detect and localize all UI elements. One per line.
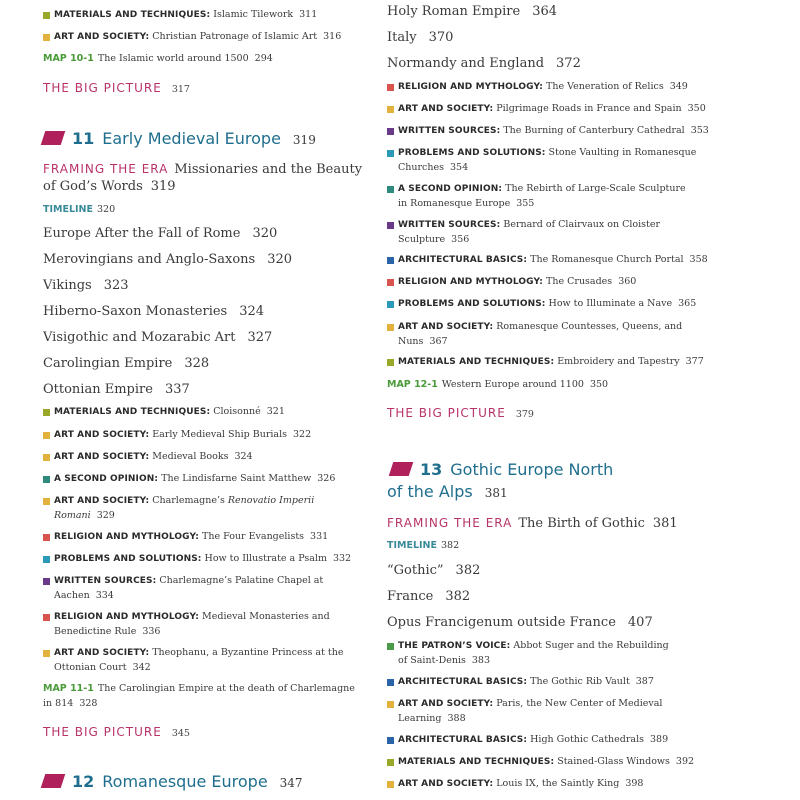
page-number: 381: [652, 516, 678, 531]
box-title: The Veneration of Relics: [546, 81, 664, 92]
box-category: A SECOND OPINION:: [54, 474, 159, 484]
page-number: 320: [97, 204, 116, 215]
page-number: 355: [516, 197, 535, 209]
box-category: WRITTEN SOURCES:: [54, 576, 157, 586]
toc-framing-era[interactable]: [43, 161, 373, 195]
box-category: PROBLEMS AND SOLUTIONS:: [398, 299, 546, 309]
box-title: The Gothic Rib Vault: [530, 676, 630, 687]
box-title-line2: Ottonian Court: [54, 661, 127, 673]
box-category: RELIGION AND MYTHOLOGY:: [398, 277, 543, 287]
box-title: Louis IX, the Saintly King: [496, 778, 620, 789]
box-title: Romanesque Countesses, Queens, and: [496, 321, 683, 332]
page-number: 320: [267, 252, 293, 267]
page-number: 322: [293, 429, 312, 440]
toc-box-entry[interactable]: [43, 574, 384, 603]
page-number: 311: [299, 9, 318, 20]
box-title-line2: Churches: [398, 161, 444, 173]
category-square-icon: [387, 128, 394, 135]
toc-box-entry[interactable]: [43, 8, 384, 23]
category-square-icon: [387, 701, 394, 708]
category-square-icon: [387, 679, 394, 686]
page-number: 382: [445, 589, 471, 604]
box-category: PROBLEMS AND SOLUTIONS:: [54, 554, 202, 564]
toc-big-picture[interactable]: [387, 405, 717, 423]
category-square-icon: [387, 759, 394, 766]
toc-section[interactable]: [387, 589, 717, 605]
page-number: 337: [164, 382, 190, 397]
box-title: Christian Patronage of Islamic Art: [152, 31, 318, 42]
page-number: 319: [150, 179, 176, 194]
page-number: 387: [635, 676, 654, 687]
page-number: 329: [96, 509, 115, 521]
framing-title: The Birth of Gothic: [518, 516, 645, 531]
box-title: The Crusades: [546, 276, 613, 287]
category-square-icon: [43, 12, 50, 19]
page-number: 328: [184, 356, 210, 371]
page-number: 350: [589, 379, 609, 390]
box-title: Charlemagne’s Palatine Chapel at: [159, 575, 324, 586]
toc-section[interactable]: [43, 330, 373, 346]
page-number: 336: [142, 625, 161, 637]
page-number: 364: [532, 4, 558, 19]
toc-box-entry[interactable]: [43, 610, 384, 639]
big-picture-label: THE BIG PICTURE: [43, 81, 162, 95]
page-number: 372: [556, 56, 581, 71]
box-category: ART AND SOCIETY:: [398, 322, 494, 332]
page-number: 294: [254, 53, 273, 64]
map-title-line2: in 814: [43, 697, 74, 709]
box-title-line2: in Romanesque Europe: [398, 197, 511, 209]
toc-box-entry[interactable]: [387, 639, 728, 668]
box-title: Cloisonné: [213, 406, 261, 417]
page-number: 327: [247, 330, 273, 345]
box-title: Medieval Books: [152, 451, 229, 462]
toc-box-entry[interactable]: [387, 777, 728, 792]
category-square-icon: [43, 454, 50, 461]
box-title-line2: Learning: [398, 712, 442, 724]
category-square-icon: [387, 324, 394, 331]
box-title: High Gothic Cathedrals: [530, 734, 644, 745]
box-category: ART AND SOCIETY:: [54, 496, 150, 506]
section-title: Merovingians and Anglo-Saxons: [43, 252, 256, 267]
box-category: ART AND SOCIETY:: [398, 779, 494, 789]
category-square-icon: [387, 150, 394, 157]
category-square-icon: [387, 106, 394, 113]
section-title: Opus Francigenum outside France: [387, 615, 616, 630]
box-category: MATERIALS AND TECHNIQUES:: [398, 757, 555, 767]
box-title-line2: Romani: [54, 509, 91, 521]
box-category: WRITTEN SOURCES:: [398, 220, 501, 230]
chapter-number: 11: [72, 129, 95, 148]
page-number: 316: [323, 31, 342, 42]
toc-box-entry[interactable]: [43, 494, 384, 523]
category-square-icon: [387, 279, 394, 286]
box-title: Medieval Monasteries and: [202, 611, 330, 622]
category-square-icon: [43, 432, 50, 439]
toc-framing-era[interactable]: [387, 515, 717, 532]
page-number: 382: [455, 563, 481, 578]
chapter-heading[interactable]: [39, 128, 369, 151]
page-number: 370: [428, 30, 454, 45]
toc-box-entry[interactable]: [43, 30, 384, 45]
page-number: 407: [627, 615, 653, 630]
toc-section[interactable]: [387, 4, 717, 20]
box-category: MATERIALS AND TECHNIQUES:: [398, 357, 555, 367]
toc-box-entry[interactable]: [387, 675, 728, 690]
framing-label: FRAMING THE ERA: [43, 162, 169, 176]
page-number: 342: [132, 661, 151, 673]
toc-box-entry[interactable]: [387, 146, 728, 175]
page-number: 358: [689, 254, 708, 265]
page-number: 388: [447, 712, 466, 724]
category-square-icon: [43, 34, 50, 41]
box-category: ARCHITECTURAL BASICS:: [398, 677, 528, 687]
chapter-flag-icon: [41, 131, 66, 145]
box-title: Embroidery and Tapestry: [557, 356, 680, 367]
page-number: 356: [451, 233, 470, 245]
page-number: 354: [449, 161, 469, 173]
box-title: Paris, the New Center of Medieval: [496, 698, 663, 709]
page-number: 347: [279, 776, 303, 790]
map-title: Western Europe around 1100: [441, 379, 584, 390]
page-number: 328: [79, 697, 98, 709]
section-title: Carolingian Empire: [43, 356, 173, 371]
toc-section[interactable]: [43, 382, 373, 398]
toc-box-entry[interactable]: [387, 355, 728, 370]
framing-title-line2: of God’s Words: [43, 179, 143, 194]
box-category: ART AND SOCIETY:: [398, 104, 494, 114]
category-square-icon: [43, 534, 50, 541]
section-title: Normandy and England: [387, 56, 545, 71]
toc-map-entry[interactable]: [387, 378, 717, 393]
category-square-icon: [43, 614, 50, 621]
section-title: Ottonian Empire: [43, 382, 153, 397]
box-category: RELIGION AND MYTHOLOGY:: [398, 82, 543, 92]
section-title: Visigothic and Mozarabic Art: [43, 330, 236, 345]
category-square-icon: [387, 301, 394, 308]
page-number: 321: [266, 406, 285, 417]
timeline-label: TIMELINE: [43, 204, 93, 215]
section-title: Italy: [387, 30, 417, 45]
box-category: THE PATRON’S VOICE:: [398, 641, 511, 651]
box-title: Islamic Tilework: [213, 9, 294, 20]
category-square-icon: [43, 409, 50, 416]
page-number: 381: [484, 486, 508, 500]
box-title-italic: Renovatio Imperii: [227, 495, 315, 506]
map-label: MAP 11-1: [43, 683, 94, 694]
page-number: 365: [678, 298, 697, 309]
toc-box-entry[interactable]: [387, 182, 728, 211]
box-category: ARCHITECTURAL BASICS:: [398, 735, 528, 745]
toc-map-entry[interactable]: [43, 52, 373, 67]
box-category: ART AND SOCIETY:: [54, 452, 150, 462]
page-number: 345: [171, 728, 190, 739]
big-picture-label: THE BIG PICTURE: [43, 725, 162, 739]
box-title: Stone Vaulting in Romanesque: [548, 147, 697, 158]
box-category: RELIGION AND MYTHOLOGY:: [54, 612, 199, 622]
page-number: 398: [625, 778, 644, 789]
toc-box-entry[interactable]: [387, 102, 728, 117]
box-title: The Romanesque Church Portal: [530, 254, 684, 265]
toc-section[interactable]: [387, 30, 717, 46]
toc-big-picture[interactable]: [43, 724, 373, 742]
box-title: Stained-Glass Windows: [557, 756, 670, 767]
box-category: A SECOND OPINION:: [398, 184, 503, 194]
box-title: How to Illuminate a Nave: [548, 298, 673, 309]
page-number: 320: [252, 226, 278, 241]
box-category: MATERIALS AND TECHNIQUES:: [54, 10, 211, 20]
toc-box-entry[interactable]: [43, 405, 384, 420]
chapter-title: Early Medieval Europe: [102, 129, 281, 148]
box-title: The Four Evangelists: [202, 531, 305, 542]
section-title: France: [387, 589, 434, 604]
framing-label: FRAMING THE ERA: [387, 516, 513, 530]
box-title: The Lindisfarne Saint Matthew: [161, 473, 312, 484]
toc-box-entry[interactable]: [43, 450, 384, 465]
page-number: 323: [103, 278, 129, 293]
toc-timeline[interactable]: [387, 539, 717, 553]
page-number: 377: [685, 356, 704, 367]
toc-section[interactable]: [43, 226, 373, 242]
category-square-icon: [387, 84, 394, 91]
big-picture-label: THE BIG PICTURE: [387, 406, 506, 420]
category-square-icon: [43, 476, 50, 483]
box-title: How to Illustrate a Psalm: [204, 553, 327, 564]
box-title-line2: Sculpture: [398, 233, 446, 245]
map-title: The Carolingian Empire at the death of Charlemagne: [97, 683, 355, 694]
toc-box-entry[interactable]: [387, 697, 728, 726]
page-number: 332: [332, 553, 352, 564]
page-number: 382: [441, 540, 460, 551]
section-title: “Gothic”: [387, 563, 444, 578]
chapter-heading[interactable]: [387, 459, 717, 504]
chapter-flag-icon: [389, 462, 414, 476]
page-number: 353: [690, 125, 709, 136]
section-title: Holy Roman Empire: [387, 4, 521, 19]
toc-box-entry[interactable]: [387, 124, 728, 139]
chapter-title-line2: of the Alps: [387, 482, 473, 501]
toc-section[interactable]: [387, 56, 717, 72]
page-number: 350: [687, 103, 706, 114]
box-title-line2: of Saint-Denis: [398, 654, 466, 666]
page-number: 319: [292, 133, 316, 147]
chapter-heading[interactable]: [39, 771, 369, 794]
box-category: ART AND SOCIETY:: [54, 648, 150, 658]
box-title: Theophanu, a Byzantine Princess at the: [152, 647, 344, 658]
chapter-number: 12: [72, 772, 95, 791]
page-number: 324: [234, 451, 253, 462]
chapter-title: Romanesque Europe: [102, 772, 268, 791]
category-square-icon: [387, 186, 394, 193]
toc-section[interactable]: [43, 252, 373, 268]
toc-box-entry[interactable]: [387, 80, 728, 95]
map-label: MAP 12-1: [387, 379, 438, 390]
category-square-icon: [387, 737, 394, 744]
framing-title: Missionaries and the Beauty: [174, 162, 363, 177]
toc-box-entry[interactable]: [387, 253, 728, 268]
section-title: Vikings: [43, 278, 92, 293]
box-title-line2: Nuns: [398, 335, 424, 347]
category-square-icon: [43, 556, 50, 563]
toc-box-entry[interactable]: [43, 530, 384, 545]
chapter-number: 13: [420, 460, 443, 479]
toc-section[interactable]: [387, 563, 717, 579]
chapter-flag-icon: [41, 774, 66, 788]
page-number: 367: [429, 335, 448, 347]
toc-section[interactable]: [43, 304, 373, 320]
page-number: 389: [649, 734, 669, 745]
category-square-icon: [387, 359, 394, 366]
category-square-icon: [43, 650, 50, 657]
page-number: 392: [675, 756, 695, 767]
category-square-icon: [43, 498, 50, 505]
toc-box-entry[interactable]: [43, 428, 384, 443]
box-title: The Rebirth of Large-Scale Sculpture: [505, 183, 686, 194]
toc-box-entry[interactable]: [43, 472, 384, 487]
toc-box-entry[interactable]: [43, 552, 384, 567]
page-number: 334: [95, 589, 114, 601]
toc-section[interactable]: [43, 278, 373, 294]
page-number: 331: [310, 531, 329, 542]
box-title-line2: Benedictine Rule: [54, 625, 137, 637]
toc-box-entry[interactable]: [387, 218, 728, 247]
toc-box-entry[interactable]: [387, 320, 728, 349]
box-category: ART AND SOCIETY:: [54, 430, 150, 440]
page-number: 379: [515, 409, 534, 420]
page-number: 317: [171, 84, 190, 95]
page-number: 360: [618, 276, 637, 287]
category-square-icon: [387, 257, 394, 264]
box-title-line2: Aachen: [54, 589, 90, 601]
toc-section[interactable]: [43, 356, 373, 372]
toc-box-entry[interactable]: [387, 275, 728, 290]
box-category: ART AND SOCIETY:: [398, 699, 494, 709]
chapter-title: Gothic Europe North: [450, 460, 614, 479]
box-title: Charlemagne’s: [152, 495, 225, 506]
category-square-icon: [387, 643, 394, 650]
toc-box-entry[interactable]: [387, 733, 728, 748]
page-number: 383: [471, 654, 491, 666]
box-category: WRITTEN SOURCES:: [398, 126, 501, 136]
page-number: 324: [239, 304, 265, 319]
toc-box-entry[interactable]: [43, 646, 384, 675]
box-category: PROBLEMS AND SOLUTIONS:: [398, 148, 546, 158]
box-category: ART AND SOCIETY:: [54, 32, 150, 42]
category-square-icon: [387, 222, 394, 229]
toc-section[interactable]: [387, 615, 717, 631]
timeline-label: TIMELINE: [387, 540, 437, 551]
box-category: MATERIALS AND TECHNIQUES:: [54, 407, 211, 417]
toc-big-picture[interactable]: [43, 80, 373, 98]
box-title: Abbot Suger and the Rebuilding: [513, 640, 669, 651]
box-title: Early Medieval Ship Burials: [152, 429, 287, 440]
toc-map-entry[interactable]: [43, 682, 373, 711]
category-square-icon: [43, 578, 50, 585]
box-category: ARCHITECTURAL BASICS:: [398, 255, 528, 265]
map-label: MAP 10-1: [43, 53, 94, 64]
box-title: The Burning of Canterbury Cathedral: [503, 125, 685, 136]
toc-timeline[interactable]: [43, 203, 373, 217]
section-title: Hiberno-Saxon Monasteries: [43, 304, 228, 319]
box-title: Pilgrimage Roads in France and Spain: [496, 103, 682, 114]
map-title: The Islamic world around 1500: [97, 53, 249, 64]
category-square-icon: [387, 781, 394, 788]
toc-box-entry[interactable]: [387, 755, 728, 770]
page-number: 349: [669, 81, 688, 92]
page-number: 326: [317, 473, 336, 484]
box-category: RELIGION AND MYTHOLOGY:: [54, 532, 199, 542]
box-title: Bernard of Clairvaux on Cloister: [503, 219, 661, 230]
section-title: Europe After the Fall of Rome: [43, 226, 241, 241]
toc-box-entry[interactable]: [387, 297, 728, 312]
